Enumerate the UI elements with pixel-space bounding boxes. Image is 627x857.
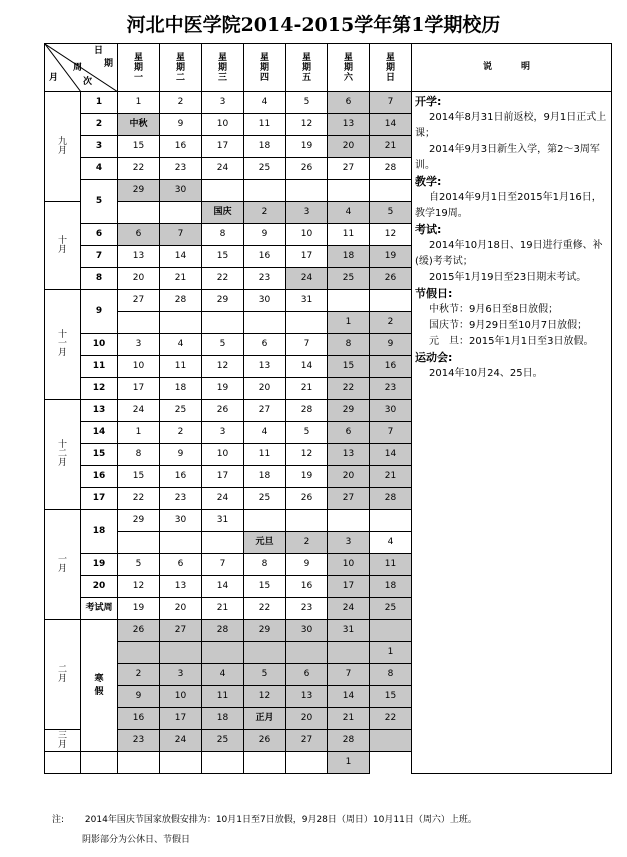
day-cell: 1 — [328, 312, 370, 334]
day-cell: 9 — [370, 334, 412, 356]
day-cell: 8 — [118, 444, 160, 466]
day-cell: 2 — [244, 202, 286, 224]
day-cell: 16 — [160, 466, 202, 488]
day-cell: 16 — [118, 708, 160, 730]
day-cell: 21 — [370, 136, 412, 158]
day-cell: 24 — [286, 268, 328, 290]
day-cell: 15 — [244, 576, 286, 598]
header-day-label: 星期三 — [217, 52, 227, 83]
day-cell: 6 — [118, 224, 160, 246]
day-cell: 3 — [160, 664, 202, 686]
week-number: 20 — [81, 576, 118, 598]
day-cell: 12 — [286, 114, 328, 136]
day-cell: 25 — [244, 158, 286, 180]
day-cell: 10 — [202, 444, 244, 466]
notes-text: 2014年10月18日、19日进行重修、补(缓)考考试； — [415, 240, 603, 267]
day-cell: 6 — [328, 422, 370, 444]
day-cell: 6 — [244, 334, 286, 356]
footer-note-label: 注: — [52, 815, 65, 825]
day-cell: 中秋 — [118, 114, 160, 136]
day-cell: 2 — [118, 664, 160, 686]
month-label-text: 九月 — [57, 136, 67, 156]
day-cell: 17 — [286, 246, 328, 268]
notes-text: 国庆节：9月29日至10月7日放假； — [429, 320, 588, 331]
day-cell — [160, 202, 202, 224]
header-day-6 — [328, 44, 370, 92]
corner-label-ci: 次 — [83, 77, 93, 87]
header-day-4 — [244, 44, 286, 92]
day-cell: 10 — [286, 224, 328, 246]
day-cell: 23 — [244, 268, 286, 290]
day-cell: 12 — [286, 444, 328, 466]
day-cell: 4 — [244, 422, 286, 444]
day-cell: 11 — [370, 554, 412, 576]
day-cell: 22 — [244, 598, 286, 620]
week-number: 7 — [81, 246, 118, 268]
week-number: 5 — [81, 180, 118, 224]
day-cell — [286, 312, 328, 334]
week-number: 18 — [81, 510, 118, 554]
month-label — [45, 510, 81, 620]
day-cell: 2 — [286, 532, 328, 554]
day-cell: 8 — [202, 224, 244, 246]
day-cell: 26 — [286, 488, 328, 510]
day-cell: 30 — [160, 510, 202, 532]
notes-text: 2015年1月19日至23日期末考试。 — [429, 272, 587, 283]
notes-heading: 开学: — [415, 95, 442, 108]
day-cell: 24 — [202, 488, 244, 510]
day-cell: 9 — [118, 686, 160, 708]
day-cell: 20 — [286, 708, 328, 730]
day-cell — [328, 642, 370, 664]
day-cell: 元旦 — [244, 532, 286, 554]
day-cell — [202, 752, 244, 774]
day-cell: 25 — [202, 730, 244, 752]
month-label-text: 十一月 — [57, 330, 67, 358]
month-label-text: 三月 — [57, 730, 67, 750]
day-cell — [202, 642, 244, 664]
day-cell: 30 — [370, 400, 412, 422]
week-number: 10 — [81, 334, 118, 356]
notes-text: 自2014年9月1日至2015年1月16日，教学19周。 — [415, 192, 602, 219]
day-cell: 29 — [244, 620, 286, 642]
day-cell: 21 — [160, 268, 202, 290]
day-cell: 4 — [244, 92, 286, 114]
day-cell: 26 — [286, 158, 328, 180]
day-cell: 17 — [160, 708, 202, 730]
day-cell: 26 — [370, 268, 412, 290]
day-cell: 9 — [244, 224, 286, 246]
day-cell — [160, 312, 202, 334]
header-day-5 — [286, 44, 328, 92]
header-day-label: 星期四 — [259, 52, 269, 83]
day-cell: 10 — [118, 356, 160, 378]
week-number: 2 — [81, 114, 118, 136]
day-cell — [244, 510, 286, 532]
day-cell: 2 — [160, 422, 202, 444]
month-label-text: 十二月 — [57, 440, 67, 468]
day-cell: 15 — [118, 466, 160, 488]
day-cell: 5 — [286, 92, 328, 114]
day-cell: 20 — [328, 136, 370, 158]
day-cell: 21 — [202, 598, 244, 620]
day-cell: 13 — [244, 356, 286, 378]
week-number: 13 — [81, 400, 118, 422]
day-cell: 27 — [328, 488, 370, 510]
notes-text: 2014年9月3日新生入学，第2～3周军训。 — [415, 144, 600, 171]
week-number: 3 — [81, 136, 118, 158]
day-cell: 7 — [202, 554, 244, 576]
footer-line-2: 阴影部分为公休日、节假日 — [82, 835, 191, 845]
month-label — [45, 202, 81, 290]
day-cell: 5 — [286, 422, 328, 444]
day-cell: 17 — [118, 378, 160, 400]
corner-label-week: 期 — [103, 59, 113, 69]
day-cell: 10 — [328, 554, 370, 576]
day-cell: 26 — [118, 620, 160, 642]
day-cell: 2 — [370, 312, 412, 334]
day-cell: 19 — [118, 598, 160, 620]
day-cell: 21 — [286, 378, 328, 400]
day-cell: 14 — [286, 356, 328, 378]
day-cell — [370, 730, 412, 752]
day-cell: 9 — [286, 554, 328, 576]
day-cell: 1 — [370, 642, 412, 664]
day-cell: 16 — [160, 136, 202, 158]
day-cell — [160, 532, 202, 554]
day-cell: 27 — [244, 400, 286, 422]
day-cell — [370, 510, 412, 532]
calendar-table — [44, 43, 612, 774]
day-cell: 25 — [244, 488, 286, 510]
day-cell: 11 — [202, 686, 244, 708]
month-label-text: 一月 — [57, 554, 67, 574]
day-cell: 18 — [370, 576, 412, 598]
page-title: 河北中医学院2014-2015学年第1学期校历 — [126, 14, 501, 36]
day-cell: 28 — [370, 488, 412, 510]
day-cell: 24 — [202, 158, 244, 180]
day-cell: 24 — [118, 400, 160, 422]
day-cell: 25 — [328, 268, 370, 290]
day-cell: 13 — [118, 246, 160, 268]
day-cell: 3 — [286, 202, 328, 224]
day-cell: 10 — [160, 686, 202, 708]
footer-line-1: 2014年国庆节国家放假安排为：10月1日至7日放假，9月28日（周日）10月11日（周六）上班。 — [84, 815, 477, 825]
day-cell: 19 — [370, 246, 412, 268]
day-cell: 16 — [244, 246, 286, 268]
header-day-1 — [118, 44, 160, 92]
day-cell — [244, 752, 286, 774]
day-cell: 19 — [202, 378, 244, 400]
header-day-label: 星期日 — [385, 52, 395, 83]
header-day-label: 星期六 — [343, 52, 353, 83]
header-day-3 — [202, 44, 244, 92]
day-cell — [160, 642, 202, 664]
week-number — [45, 752, 81, 774]
day-cell: 22 — [202, 268, 244, 290]
day-cell — [286, 642, 328, 664]
week-number: 8 — [81, 268, 118, 290]
day-cell: 14 — [160, 246, 202, 268]
day-cell: 12 — [370, 224, 412, 246]
day-cell: 7 — [286, 334, 328, 356]
notes-text: 中秋节：9月6日至8日放假； — [429, 304, 559, 315]
header-corner — [45, 44, 118, 92]
week-number: 1 — [81, 92, 118, 114]
notes-heading: 运动会: — [415, 351, 453, 364]
day-cell: 12 — [118, 576, 160, 598]
day-cell: 22 — [328, 378, 370, 400]
day-cell: 23 — [160, 158, 202, 180]
day-cell: 28 — [160, 290, 202, 312]
day-cell: 29 — [118, 180, 160, 202]
day-cell: 6 — [328, 92, 370, 114]
notes-header: 说 明 — [412, 44, 612, 92]
day-cell: 8 — [244, 554, 286, 576]
day-cell: 13 — [160, 576, 202, 598]
header-day-label: 星期二 — [175, 52, 185, 83]
day-cell: 7 — [370, 92, 412, 114]
day-cell: 27 — [328, 158, 370, 180]
day-cell: 31 — [202, 510, 244, 532]
day-cell: 11 — [328, 224, 370, 246]
day-cell: 20 — [244, 378, 286, 400]
day-cell: 24 — [160, 730, 202, 752]
day-cell: 24 — [328, 598, 370, 620]
day-cell: 23 — [160, 488, 202, 510]
week-number: 15 — [81, 444, 118, 466]
day-cell: 19 — [286, 466, 328, 488]
day-cell: 30 — [160, 180, 202, 202]
day-cell: 4 — [202, 664, 244, 686]
day-cell: 23 — [370, 378, 412, 400]
day-cell: 14 — [370, 114, 412, 136]
day-cell: 3 — [202, 422, 244, 444]
day-cell — [286, 752, 328, 774]
day-cell: 22 — [118, 488, 160, 510]
header-day-7 — [370, 44, 412, 92]
day-cell: 31 — [328, 620, 370, 642]
day-cell — [81, 752, 118, 774]
day-cell: 27 — [286, 730, 328, 752]
day-cell: 13 — [328, 114, 370, 136]
vacation-label: 寒假 — [94, 673, 104, 697]
day-cell — [202, 312, 244, 334]
day-cell: 28 — [328, 730, 370, 752]
day-cell: 12 — [202, 356, 244, 378]
corner-label-month: 月 — [49, 73, 59, 83]
footer-note-1 — [52, 812, 477, 825]
day-cell: 12 — [244, 686, 286, 708]
day-cell: 27 — [118, 290, 160, 312]
day-cell — [118, 202, 160, 224]
day-cell: 4 — [370, 532, 412, 554]
day-cell: 28 — [370, 158, 412, 180]
day-cell: 22 — [370, 708, 412, 730]
day-cell — [118, 642, 160, 664]
day-cell: 7 — [370, 422, 412, 444]
day-cell: 26 — [202, 400, 244, 422]
day-cell: 9 — [160, 114, 202, 136]
day-cell: 28 — [202, 620, 244, 642]
day-cell: 14 — [328, 686, 370, 708]
day-cell: 25 — [160, 400, 202, 422]
day-cell: 5 — [244, 664, 286, 686]
day-cell: 21 — [370, 466, 412, 488]
day-cell — [244, 312, 286, 334]
day-cell: 20 — [118, 268, 160, 290]
day-cell: 16 — [370, 356, 412, 378]
day-cell: 19 — [286, 136, 328, 158]
day-cell: 7 — [328, 664, 370, 686]
day-cell: 1 — [328, 752, 370, 774]
day-cell: 30 — [286, 620, 328, 642]
day-cell: 14 — [370, 444, 412, 466]
corner-label-day: 日 — [93, 46, 103, 56]
day-cell: 21 — [328, 708, 370, 730]
week-number: 考试周 — [81, 598, 118, 620]
week-number: 4 — [81, 158, 118, 180]
day-cell: 1 — [118, 92, 160, 114]
day-cell: 17 — [328, 576, 370, 598]
day-cell — [370, 290, 412, 312]
day-cell: 11 — [244, 444, 286, 466]
day-cell: 30 — [244, 290, 286, 312]
day-cell — [328, 180, 370, 202]
day-cell — [370, 180, 412, 202]
day-cell — [286, 510, 328, 532]
notes-text: 2014年8月31日前返校，9月1日正式上课； — [415, 112, 607, 139]
day-cell: 28 — [286, 400, 328, 422]
week-number: 11 — [81, 356, 118, 378]
day-cell: 8 — [328, 334, 370, 356]
month-label — [45, 620, 81, 730]
month-label — [45, 92, 81, 202]
day-cell: 3 — [202, 92, 244, 114]
table-row — [45, 92, 612, 114]
day-cell: 5 — [370, 202, 412, 224]
day-cell: 18 — [160, 378, 202, 400]
header-day-2 — [160, 44, 202, 92]
day-cell: 3 — [118, 334, 160, 356]
day-cell: 25 — [370, 598, 412, 620]
notes-heading: 考试: — [415, 223, 442, 236]
day-cell: 4 — [160, 334, 202, 356]
day-cell: 6 — [160, 554, 202, 576]
day-cell: 17 — [202, 136, 244, 158]
day-cell: 14 — [202, 576, 244, 598]
day-cell — [202, 180, 244, 202]
week-number: 14 — [81, 422, 118, 444]
day-cell: 3 — [328, 532, 370, 554]
day-cell: 5 — [118, 554, 160, 576]
week-number: 16 — [81, 466, 118, 488]
day-cell: 5 — [202, 334, 244, 356]
day-cell: 29 — [328, 400, 370, 422]
day-cell: 15 — [202, 246, 244, 268]
day-cell — [160, 752, 202, 774]
day-cell — [286, 180, 328, 202]
month-label — [45, 290, 81, 400]
header-day-label: 星期一 — [133, 52, 143, 83]
day-cell: 17 — [202, 466, 244, 488]
day-cell: 31 — [286, 290, 328, 312]
day-cell — [244, 642, 286, 664]
day-cell — [328, 510, 370, 532]
week-number: 19 — [81, 554, 118, 576]
notes-text: 元 旦：2015年1月1日至3日放假。 — [429, 336, 594, 347]
day-cell: 18 — [328, 246, 370, 268]
day-cell — [370, 620, 412, 642]
day-cell: 20 — [160, 598, 202, 620]
day-cell: 2 — [160, 92, 202, 114]
day-cell: 6 — [286, 664, 328, 686]
notes-text: 2014年10月24、25日。 — [429, 368, 543, 379]
notes-heading: 教学: — [415, 175, 442, 188]
day-cell: 16 — [286, 576, 328, 598]
day-cell: 正月 — [244, 708, 286, 730]
day-cell — [202, 532, 244, 554]
week-number: 12 — [81, 378, 118, 400]
day-cell — [328, 290, 370, 312]
day-cell: 23 — [286, 598, 328, 620]
day-cell — [118, 752, 160, 774]
month-label-text: 二月 — [57, 664, 67, 684]
day-cell: 20 — [328, 466, 370, 488]
day-cell: 国庆 — [202, 202, 244, 224]
header-day-label: 星期五 — [301, 52, 311, 83]
month-label — [45, 400, 81, 510]
notes-panel — [412, 92, 612, 774]
month-label-text: 十月 — [57, 235, 67, 255]
day-cell: 29 — [202, 290, 244, 312]
day-cell: 4 — [328, 202, 370, 224]
day-cell: 23 — [118, 730, 160, 752]
day-cell: 18 — [244, 136, 286, 158]
day-cell: 22 — [118, 158, 160, 180]
day-cell — [118, 312, 160, 334]
day-cell: 8 — [370, 664, 412, 686]
day-cell: 1 — [118, 422, 160, 444]
day-cell: 9 — [160, 444, 202, 466]
day-cell: 13 — [286, 686, 328, 708]
notes-heading: 节假日: — [415, 287, 453, 300]
week-number: 9 — [81, 290, 118, 334]
day-cell: 11 — [160, 356, 202, 378]
day-cell: 27 — [160, 620, 202, 642]
day-cell: 18 — [202, 708, 244, 730]
week-number — [81, 620, 118, 752]
day-cell: 10 — [202, 114, 244, 136]
week-number: 6 — [81, 224, 118, 246]
day-cell: 13 — [328, 444, 370, 466]
corner-label-zhou: 周 — [73, 63, 83, 73]
month-label — [45, 730, 81, 752]
day-cell: 15 — [118, 136, 160, 158]
day-cell: 26 — [244, 730, 286, 752]
day-cell — [118, 532, 160, 554]
day-cell: 7 — [160, 224, 202, 246]
day-cell: 15 — [328, 356, 370, 378]
day-cell: 29 — [118, 510, 160, 532]
day-cell: 15 — [370, 686, 412, 708]
week-number: 17 — [81, 488, 118, 510]
day-cell — [244, 180, 286, 202]
day-cell: 11 — [244, 114, 286, 136]
day-cell: 18 — [244, 466, 286, 488]
